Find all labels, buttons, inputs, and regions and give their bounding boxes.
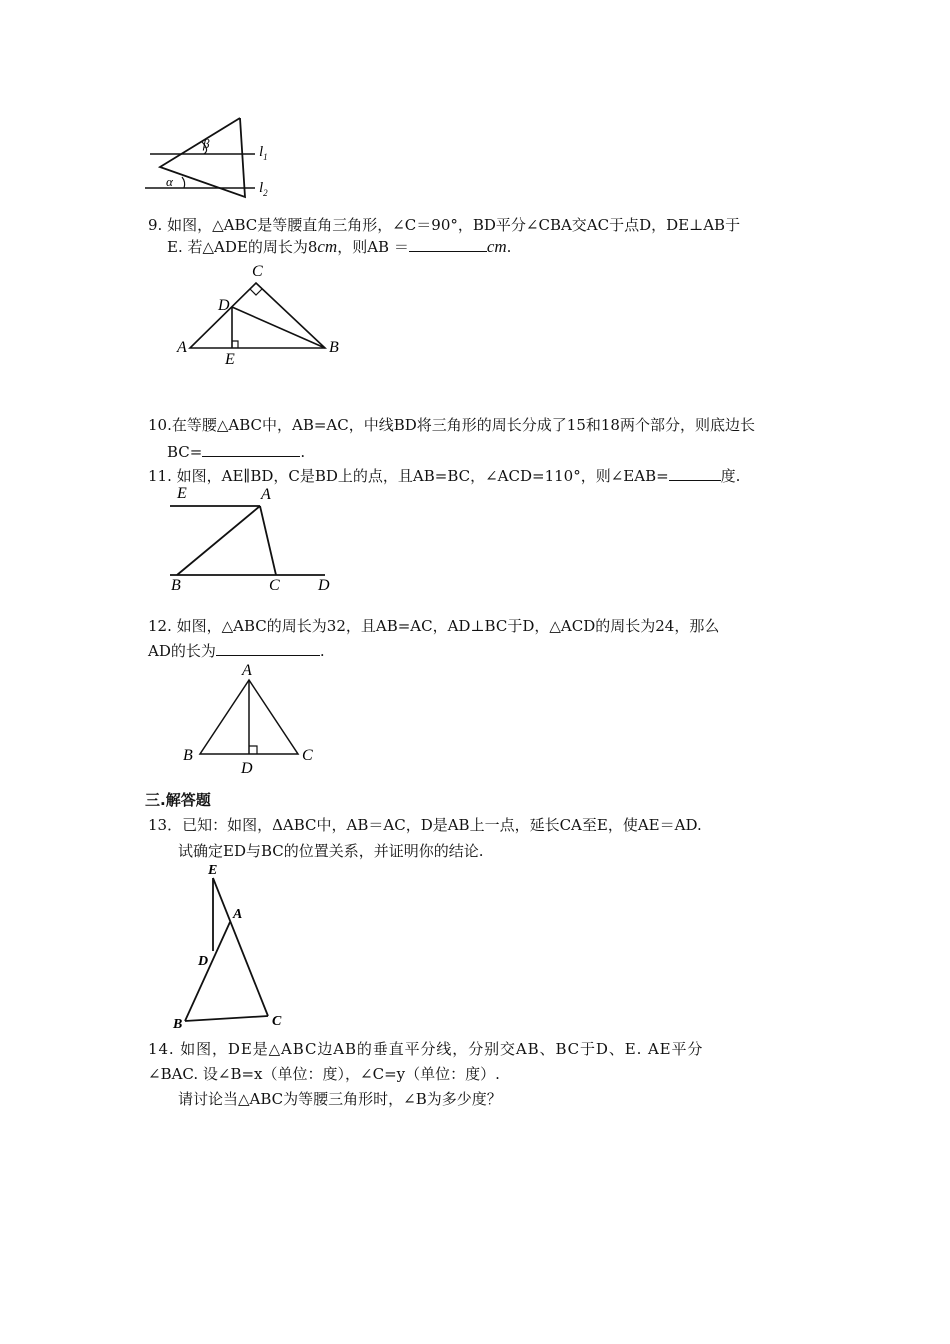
- label-d: D: [241, 760, 253, 777]
- q9-unit-2: cm: [486, 237, 507, 256]
- figure-q9-triangle: [170, 258, 360, 373]
- q11-text-a: 11. 如图，AE∥BD，C是BD上的点，且AB=BC，∠ACD=110°，则∠EAB=: [148, 467, 669, 485]
- q14-line3: 请讨论当△ABC为等腰三角形时，∠B为多少度？: [178, 1090, 502, 1108]
- right-angle-mark-e: [232, 341, 238, 348]
- segment-bd: [232, 307, 325, 348]
- segment-ab: [177, 506, 260, 575]
- q9-text-b: ，则AB ＝: [337, 238, 409, 256]
- q12-answer-blank[interactable]: [216, 640, 320, 656]
- label-l2: $l_2$: [259, 180, 268, 198]
- label-a: A: [261, 486, 271, 503]
- q12-line1: 12. 如图，△ABC的周长为32，且AB=AC，AD⊥BC于D，△ACD的周长为24，那么: [148, 617, 720, 635]
- label-d: D: [318, 577, 330, 592]
- q11-text-b: 度.: [720, 467, 741, 485]
- q10-text-b: .: [300, 443, 306, 461]
- section-title: 三.解答题: [145, 791, 211, 809]
- label-e: E: [208, 863, 218, 878]
- segment-ec: [213, 878, 268, 1016]
- label-a: A: [233, 907, 243, 922]
- label-b: B: [329, 339, 339, 356]
- q9-text-a: E. 若△ADE的周长为8: [167, 238, 318, 256]
- segment-ab: [185, 922, 230, 1021]
- q13-line1: 13．已知：如图，ΔABC中，AB＝AC，D是AB上一点，延长CA至E，使AE＝AD.: [148, 816, 702, 834]
- figure-q12-triangle: [178, 660, 328, 778]
- q12-text-b: .: [319, 642, 325, 660]
- q9-answer-blank[interactable]: [409, 236, 487, 252]
- label-a: A: [177, 339, 187, 356]
- q14-line1: 14. 如图，DE是△ABC边AB的垂直平分线，分别交AB、BC于D、E. AE平分: [148, 1040, 704, 1058]
- q9-line1: 9. 如图，△ABC是等腰直角三角形，∠C＝90°，BD平分∠CBA交AC于点D，DE⊥AB于: [148, 216, 741, 234]
- label-e: E: [225, 351, 235, 368]
- figure-q11: [165, 482, 345, 592]
- label-b: B: [183, 747, 193, 764]
- label-b: B: [173, 1017, 183, 1032]
- label-l1: $l_1$: [259, 144, 268, 162]
- q10-line1: 10.在等腰△ABC中，AB=AC，中线BD将三角形的周长分成了15和18两个部分，则底边长: [148, 416, 755, 434]
- q9-line2: [167, 236, 511, 257]
- q12-text-a: AD的长为: [148, 642, 216, 660]
- label-a: A: [242, 662, 252, 679]
- q12-line2: [148, 640, 325, 661]
- q9-text-c: .: [506, 238, 512, 256]
- segment-bc: [185, 1016, 268, 1021]
- label-c: C: [302, 747, 313, 764]
- q13-line2: 试确定ED与BC的位置关系，并证明你的结论.: [178, 842, 484, 860]
- q11-answer-blank[interactable]: [669, 465, 721, 481]
- q14-line2: ∠BAC. 设∠B=x（单位：度），∠C=y（单位：度）.: [148, 1065, 500, 1083]
- right-angle-mark-d: [249, 746, 257, 754]
- figure-q8-parallel-lines: [140, 110, 290, 205]
- label-alpha: α: [166, 174, 173, 189]
- q10-text-a: BC=: [167, 443, 203, 461]
- label-c: C: [252, 263, 263, 280]
- q9-unit-1: cm: [317, 237, 338, 256]
- q10-line2: [167, 441, 305, 462]
- q10-answer-blank[interactable]: [202, 441, 300, 457]
- label-beta: β: [203, 136, 210, 151]
- label-e: E: [177, 485, 187, 502]
- label-d: D: [218, 297, 230, 314]
- label-c: C: [269, 577, 280, 592]
- figure-q13: [165, 858, 295, 1033]
- label-d: D: [198, 954, 209, 969]
- right-angle-mark-c: [250, 289, 262, 295]
- label-c: C: [272, 1014, 282, 1029]
- segment-ac: [260, 506, 276, 575]
- label-b: B: [171, 577, 181, 592]
